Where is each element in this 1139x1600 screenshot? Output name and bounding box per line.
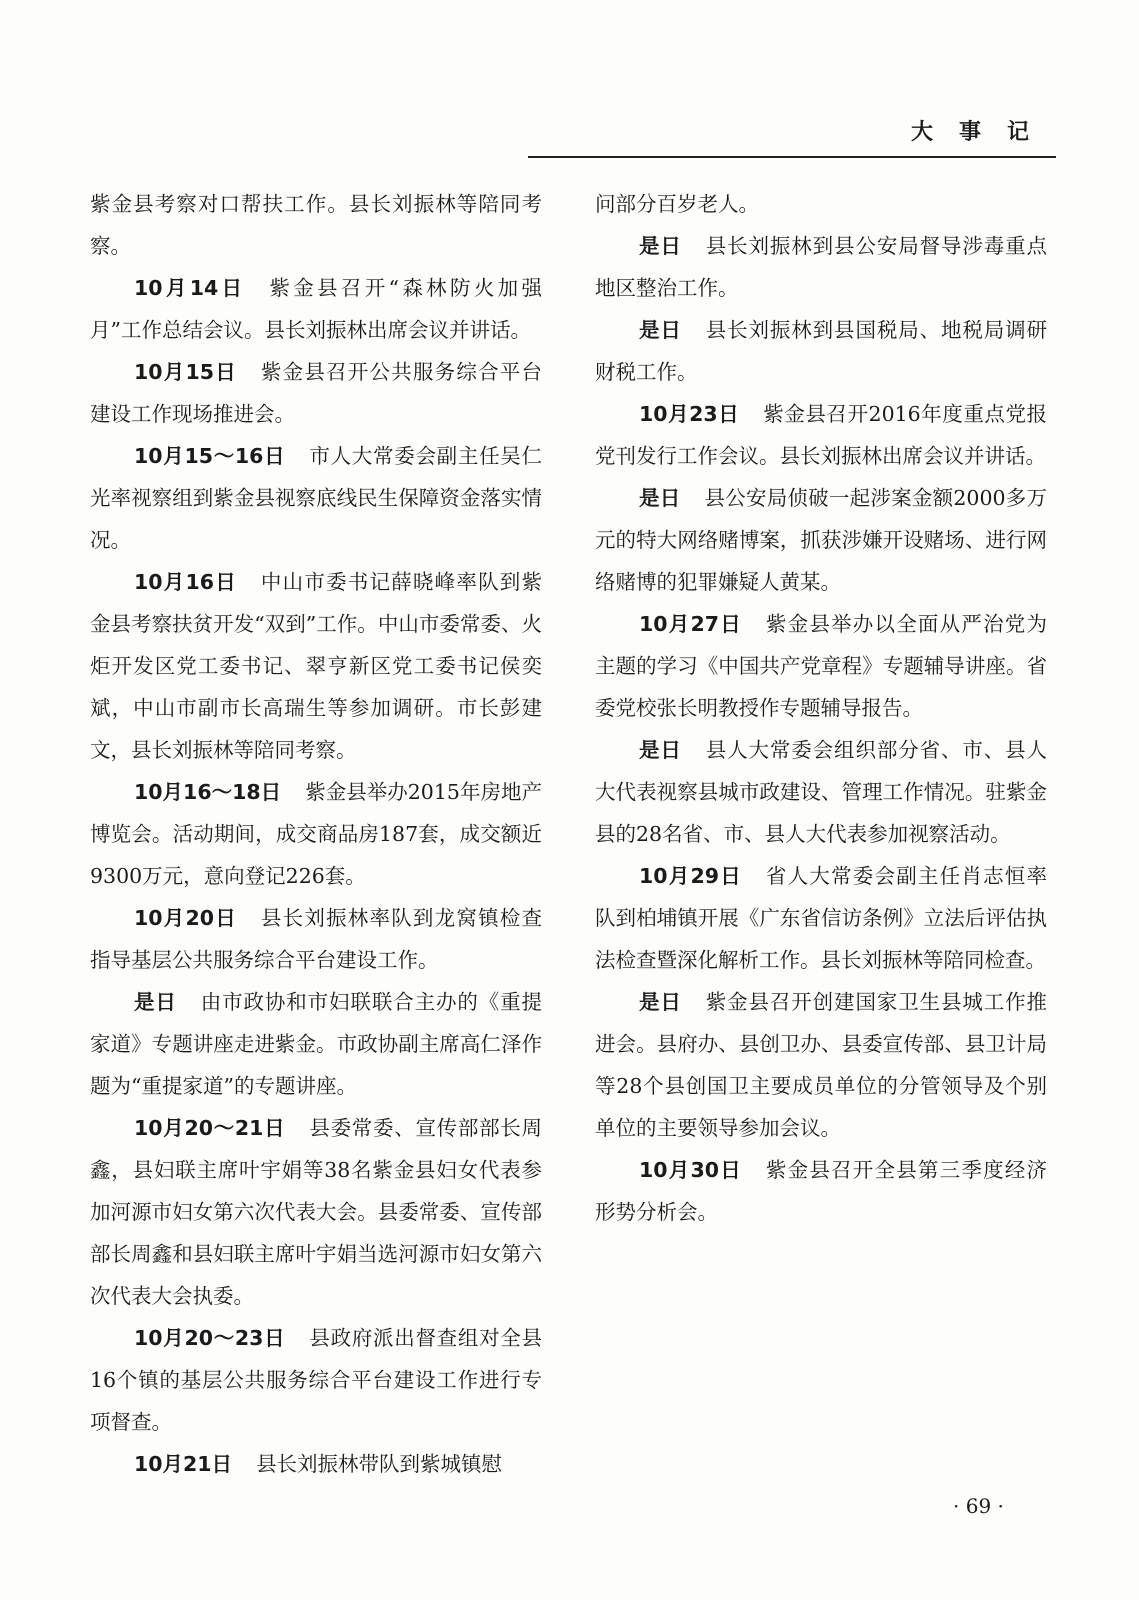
entry-date: 10月20～23日: [134, 1326, 286, 1350]
entry-paragraph: [595, 603, 1047, 729]
entry-date: 是日: [639, 234, 682, 258]
entry-text: 县委常委、宣传部部长周鑫，县妇联主席叶宇娟等38名紫金县妇女代表参加河源市妇女第六次代表大会。县委常委、宣传部部长周鑫和县妇联主席叶宇娟当选河源市妇女第六次代表大会执委。: [90, 1116, 543, 1308]
entry-paragraph: [595, 393, 1047, 477]
entry-text: 紫金县召开全县第三季度经济形势分析会。: [595, 1158, 1047, 1224]
entry-text: 紫金县举办2015年房地产博览会。活动期间，成交商品房187套，成交额近9300万元，意向登记226套。: [90, 780, 542, 888]
entry-date: 10月30日: [639, 1158, 742, 1182]
entry-date: 是日: [639, 318, 682, 342]
entry-text: 县公安局侦破一起涉案金额2000多万元的特大网络赌博案，抓获涉嫌开设赌场、进行网络赌博的犯罪嫌疑人黄某。: [595, 486, 1048, 594]
entry-text: 紫金县召开公共服务综合平台建设工作现场推进会。: [90, 360, 542, 426]
header-rule: [528, 156, 1056, 158]
entry-date: 10月16～18日: [134, 780, 282, 804]
entry-date: 是日: [639, 738, 682, 762]
entry-text: 县长刘振林到县公安局督导涉毒重点地区整治工作。: [595, 234, 1047, 300]
entry-date: 10月14日: [134, 276, 246, 300]
entry-paragraph: [595, 729, 1047, 855]
entry-paragraph: [595, 1149, 1047, 1233]
entry-paragraph: [595, 183, 1047, 225]
entry-text: 紫金县举办以全面从严治党为主题的学习《中国共产党章程》专题辅导讲座。省委党校张长明教授作专题辅导报告。: [595, 612, 1047, 720]
entry-date: 10月29日: [639, 864, 742, 888]
entry-paragraph: [90, 897, 542, 981]
entry-text: 紫金县召开“森林防火加强月”工作总结会议。县长刘振林出席会议并讲话。: [90, 276, 543, 342]
entry-paragraph: [90, 1107, 542, 1317]
entry-text: 由市政协和市妇联联合主办的《重提家道》专题讲座走进紫金。市政协副主席高仁泽作题为“重提家道”的专题讲座。: [90, 990, 542, 1098]
right-column: [595, 183, 1047, 1233]
entry-date: 是日: [639, 486, 681, 510]
entry-paragraph: [90, 435, 542, 561]
entry-paragraph: [90, 1317, 542, 1443]
entry-text: 紫金县召开创建国家卫生县城工作推进会。县府办、县创卫办、县委宣传部、县卫计局等28个县创国卫主要成员单位的分管领导及个别单位的主要领导参加会议。: [595, 990, 1047, 1140]
page-number: · 69 ·: [953, 1494, 1004, 1518]
entry-paragraph: [90, 351, 542, 435]
entry-paragraph: [595, 309, 1047, 393]
entry-text: 问部分百岁老人。: [595, 192, 759, 216]
entry-date: 10月15日: [134, 360, 237, 384]
entry-date: 是日: [134, 990, 177, 1014]
entry-date: 10月20～21日: [134, 1116, 286, 1140]
entry-date: 10月16日: [134, 570, 237, 594]
entry-text: 紫金县考察对口帮扶工作。县长刘振林等陪同考察。: [90, 192, 542, 258]
entry-paragraph: [595, 225, 1047, 309]
entry-paragraph: [90, 771, 542, 897]
entry-text: 紫金县召开2016年度重点党报党刊发行工作会议。县长刘振林出席会议并讲话。: [595, 402, 1047, 468]
entry-paragraph: [90, 981, 542, 1107]
entry-text: 县长刘振林到县国税局、地税局调研财税工作。: [595, 318, 1047, 384]
entry-paragraph: [90, 183, 542, 267]
entry-date: 10月15～16日: [134, 444, 286, 468]
entry-text: 市人大常委会副主任吴仁光率视察组到紫金县视察底线民生保障资金落实情况。: [90, 444, 543, 552]
entry-paragraph: [595, 981, 1047, 1149]
entry-text: 省人大常委会副主任肖志恒率队到柏埔镇开展《广东省信访条例》立法后评估执法检查暨深化解析工作。县长刘振林等陪同检查。: [595, 864, 1047, 972]
left-column: [90, 183, 542, 1485]
entry-text: 中山市委书记薛晓峰率队到紫金县考察扶贫开发“双到”工作。中山市委常委、火炬开发区党工委书记、翠亨新区党工委书记侯奕斌，中山市副市长高瑞生等参加调研。市长彭建文，县长刘振林等陪同考察。: [90, 570, 542, 762]
entry-text: 县政府派出督查组对全县16个镇的基层公共服务综合平台建设工作进行专项督查。: [90, 1326, 543, 1434]
entry-date: 10月27日: [639, 612, 742, 636]
entry-text: 县长刘振林率队到龙窝镇检查指导基层公共服务综合平台建设工作。: [90, 906, 542, 972]
entry-paragraph: [90, 1443, 542, 1485]
entry-date: 10月20日: [134, 906, 237, 930]
entry-paragraph: [595, 477, 1047, 603]
entry-text: 县长刘振林带队到紫城镇慰: [256, 1452, 503, 1476]
entry-paragraph: [90, 267, 542, 351]
section-title: 大事记: [910, 120, 1055, 145]
entry-date: 10月21日: [134, 1452, 233, 1476]
entry-date: 是日: [639, 990, 682, 1014]
entry-date: 10月23日: [639, 402, 740, 426]
entry-paragraph: [595, 855, 1047, 981]
entry-text: 县人大常委会组织部分省、市、县人大代表视察县城市政建设、管理工作情况。驻紫金县的28名省、市、县人大代表参加视察活动。: [595, 738, 1047, 846]
entry-paragraph: [90, 561, 542, 771]
